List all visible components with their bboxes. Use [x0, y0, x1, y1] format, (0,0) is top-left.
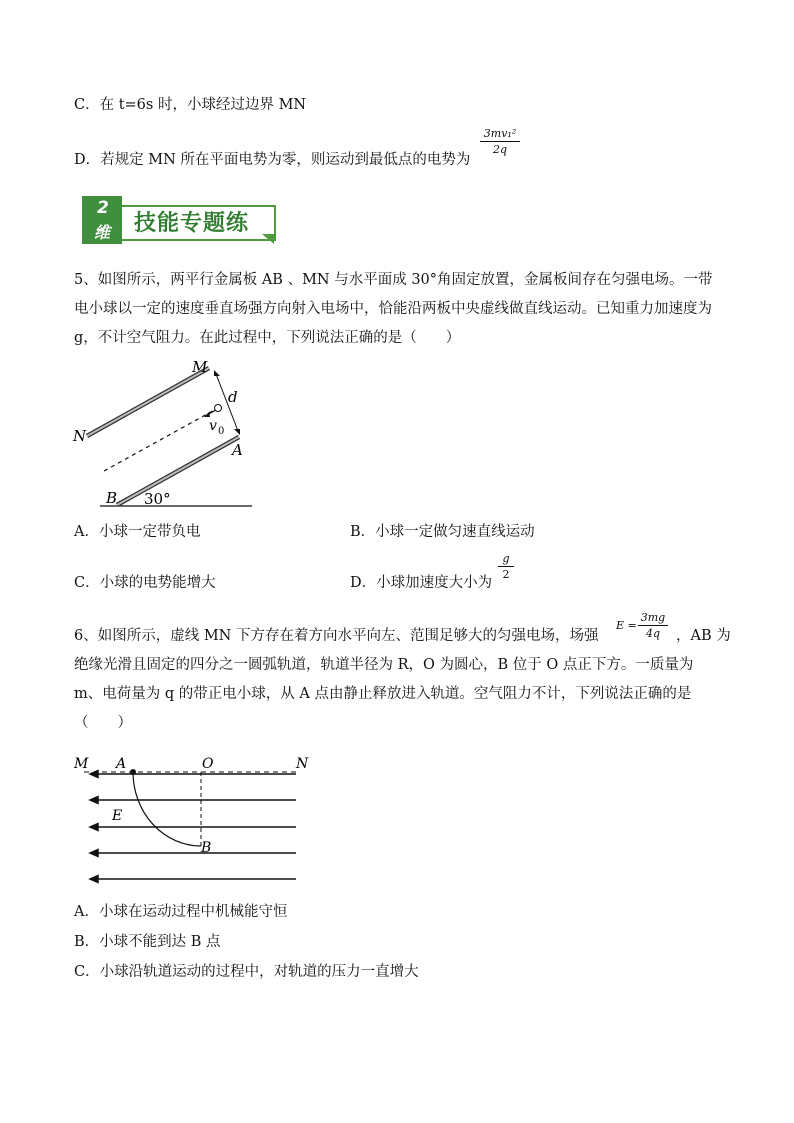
field-lines — [90, 771, 296, 883]
arc-track-ab — [133, 772, 201, 846]
label-angle: 30° — [144, 490, 171, 508]
velocity-arrowhead — [204, 412, 210, 417]
field-eq-lhs: E = — [616, 619, 637, 632]
badge-char: 维 — [94, 223, 111, 242]
q4-option-d: D．若规定 MN 所在平面电势为零，则运动到最低点的电势为 — [74, 152, 471, 168]
q6-stem-line4: （ ） — [74, 715, 132, 731]
d-arrowhead-top — [214, 370, 220, 376]
point-a — [130, 769, 136, 775]
label-n: N — [73, 427, 87, 445]
d-arrowhead-bottom — [234, 429, 240, 435]
q6-option-b: B．小球不能到达 B 点 — [74, 934, 221, 950]
label-d: d — [228, 388, 238, 406]
fraction-denominator: 2q — [492, 143, 508, 156]
plate-mn-inner — [87, 368, 209, 436]
label-m: M — [74, 756, 89, 772]
fraction-denominator: 2 — [502, 568, 510, 581]
q6-stem-line3: m、电荷量为 q 的带正电小球，从 A 点由静止释放进入轨道。空气阻力不计，下列说法正确的是 — [74, 686, 692, 702]
label-e: E — [112, 808, 123, 824]
q6-option-a: A．小球在运动过程中机械能守恒 — [74, 904, 288, 920]
q6-option-c: C．小球沿轨道运动的过程中，对轨道的压力一直增大 — [74, 964, 419, 980]
label-a: A — [232, 441, 243, 459]
q5-option-d: D．小球加速度大小为 — [350, 575, 493, 591]
fraction-numerator: g — [502, 552, 510, 565]
label-a: A — [116, 756, 127, 772]
label-o: O — [202, 756, 214, 772]
fraction-numerator: 3mv₁² — [483, 127, 517, 140]
fraction-denominator: 4q — [645, 627, 661, 640]
label-b: B — [106, 489, 118, 507]
q5-option-b: B．小球一定做匀速直线运动 — [350, 524, 535, 540]
label-b: B — [201, 840, 212, 856]
banner-corner-decoration — [262, 234, 274, 244]
fraction-numerator: 3mg — [640, 611, 666, 624]
q6-figure — [70, 752, 320, 887]
label-v0: v — [209, 418, 217, 434]
q5-option-c: C．小球的电势能增大 — [74, 575, 216, 591]
section-title: 技能专题练 — [134, 211, 250, 236]
q5-option-d-fraction — [498, 552, 514, 581]
label-v0-sub: 0 — [218, 426, 225, 437]
label-n: N — [296, 756, 309, 772]
label-m: M — [192, 358, 208, 376]
q5-stem: 5、如图所示，两平行金属板 AB 、MN 与水平面成 30°角固定放置，金属板间存在匀强电场。一带电小球以一定的速度垂直场强方向射入电场中，恰能沿两板中央虚线做直线运动。已知重力加速度为 g，不计空气阻力。在此过程中，下列说法正确的是（ ） — [74, 272, 713, 346]
field-fraction — [638, 611, 668, 640]
badge-number: 2 — [97, 198, 109, 218]
q6-stem-line2: 绝缘光滑且固定的四分之一圆弧轨道，轨道半径为 R，O 为圆心，B 位于 O 点正下方。一质量为 — [74, 657, 694, 673]
q4-option-d-fraction — [480, 127, 520, 156]
plate-ab-inner — [117, 437, 239, 505]
q5-figure — [70, 358, 260, 513]
q6-stem-part1: 6、如图所示，虚线 MN 下方存在着方向水平向左、范围足够大的匀强电场，场强 — [74, 628, 599, 644]
q5-option-a: A．小球一定带负电 — [74, 524, 201, 540]
section-badge — [82, 196, 122, 244]
q4-option-c: C．在 t=6s 时，小球经过边界 MN — [74, 97, 307, 113]
q6-stem-part2: ，AB 为 — [676, 628, 731, 644]
